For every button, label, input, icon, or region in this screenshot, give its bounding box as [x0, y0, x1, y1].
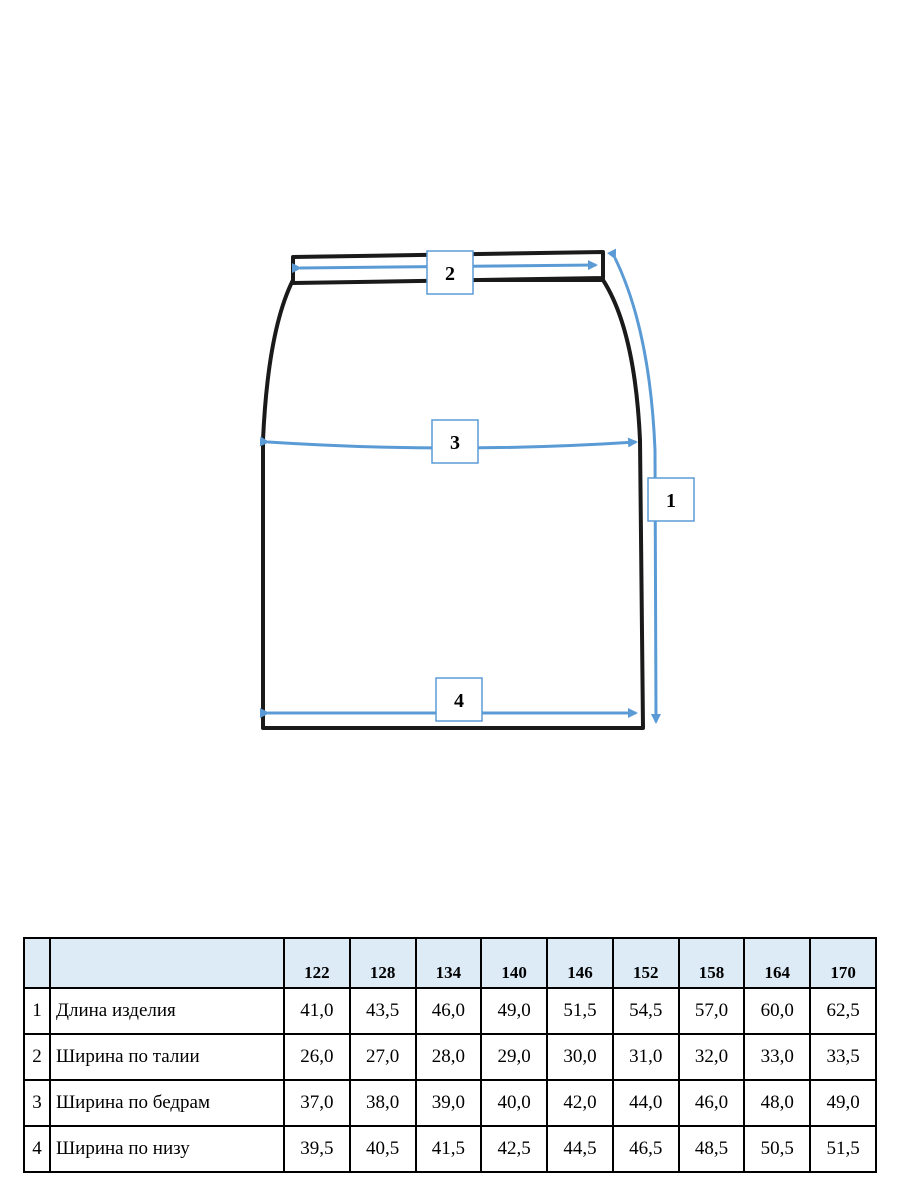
row-number: 4 — [24, 1126, 50, 1172]
row-value: 48,0 — [744, 1080, 810, 1126]
row-value: 33,0 — [744, 1034, 810, 1080]
size-table — [23, 937, 877, 1173]
table-row — [24, 1126, 876, 1172]
row-value: 46,5 — [613, 1126, 679, 1172]
header-size: 152 — [613, 938, 679, 988]
header-size: 158 — [679, 938, 745, 988]
row-value: 46,0 — [416, 988, 482, 1034]
label-2-text: 2 — [445, 263, 455, 285]
header-size: 146 — [547, 938, 613, 988]
row-value: 62,5 — [810, 988, 876, 1034]
row-value: 39,0 — [416, 1080, 482, 1126]
header-size: 164 — [744, 938, 810, 988]
size-table-header-row — [24, 938, 876, 988]
row-value: 49,0 — [481, 988, 547, 1034]
label-1 — [648, 478, 694, 521]
row-value: 44,0 — [613, 1080, 679, 1126]
row-value: 39,5 — [284, 1126, 350, 1172]
row-value: 37,0 — [284, 1080, 350, 1126]
label-1-text: 1 — [666, 490, 676, 512]
label-2 — [427, 251, 473, 294]
row-value: 40,5 — [350, 1126, 416, 1172]
header-size: 140 — [481, 938, 547, 988]
row-measure-name: Ширина по талии — [50, 1034, 284, 1080]
label-3-text: 3 — [450, 432, 460, 454]
row-value: 50,5 — [744, 1126, 810, 1172]
header-size: 170 — [810, 938, 876, 988]
row-value: 46,0 — [679, 1080, 745, 1126]
skirt-body-outline — [263, 280, 643, 728]
row-value: 51,5 — [810, 1126, 876, 1172]
row-number: 1 — [24, 988, 50, 1034]
row-value: 60,0 — [744, 988, 810, 1034]
table-row — [24, 1080, 876, 1126]
row-value: 57,0 — [679, 988, 745, 1034]
row-number: 2 — [24, 1034, 50, 1080]
header-size: 122 — [284, 938, 350, 988]
header-empty-num — [24, 938, 50, 988]
row-value: 40,0 — [481, 1080, 547, 1126]
label-4 — [436, 678, 482, 721]
header-size: 128 — [350, 938, 416, 988]
label-4-text: 4 — [454, 690, 464, 712]
row-value: 42,0 — [547, 1080, 613, 1126]
row-value: 42,5 — [481, 1126, 547, 1172]
table-row — [24, 988, 876, 1034]
row-value: 33,5 — [810, 1034, 876, 1080]
row-value: 48,5 — [679, 1126, 745, 1172]
row-value: 27,0 — [350, 1034, 416, 1080]
header-empty-name — [50, 938, 284, 988]
label-3 — [432, 420, 478, 463]
row-value: 51,5 — [547, 988, 613, 1034]
row-value: 41,0 — [284, 988, 350, 1034]
row-value: 31,0 — [613, 1034, 679, 1080]
row-measure-name: Ширина по низу — [50, 1126, 284, 1172]
row-value: 49,0 — [810, 1080, 876, 1126]
row-value: 54,5 — [613, 988, 679, 1034]
row-value: 43,5 — [350, 988, 416, 1034]
row-value: 38,0 — [350, 1080, 416, 1126]
row-value: 28,0 — [416, 1034, 482, 1080]
row-value: 32,0 — [679, 1034, 745, 1080]
row-measure-name: Ширина по бедрам — [50, 1080, 284, 1126]
row-value: 30,0 — [547, 1034, 613, 1080]
row-value: 29,0 — [481, 1034, 547, 1080]
row-value: 44,5 — [547, 1126, 613, 1172]
table-row — [24, 1034, 876, 1080]
row-value: 41,5 — [416, 1126, 482, 1172]
header-size: 134 — [416, 938, 482, 988]
row-value: 26,0 — [284, 1034, 350, 1080]
row-number: 3 — [24, 1080, 50, 1126]
row-measure-name: Длина изделия — [50, 988, 284, 1034]
